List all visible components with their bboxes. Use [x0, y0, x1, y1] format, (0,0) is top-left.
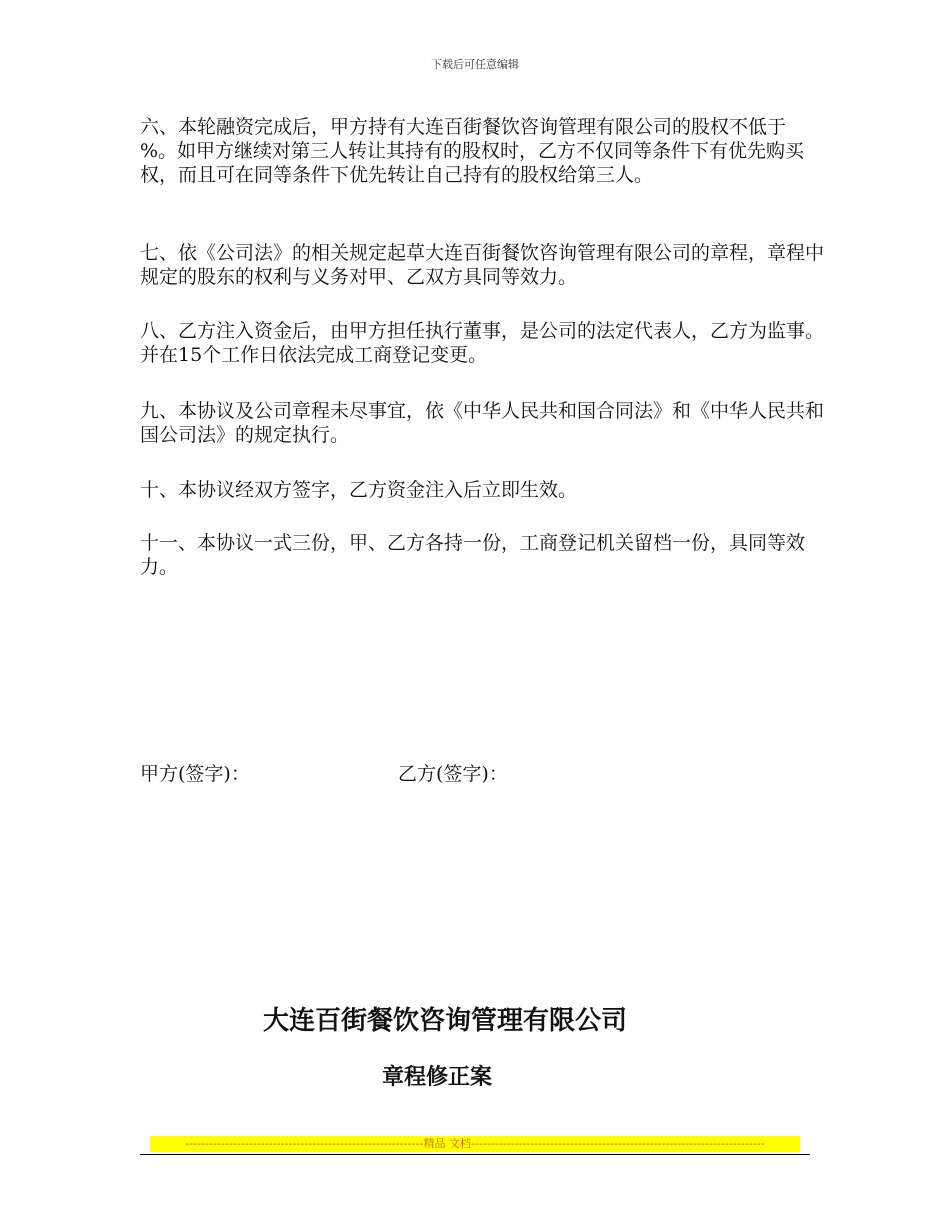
- footer-watermark-band: [150, 1136, 800, 1152]
- footer-dashes-right: --------------------------------------------------------------------------: [470, 1137, 765, 1150]
- document-subtitle: 章程修正案: [381, 1065, 492, 1090]
- footer-divider: [140, 1154, 810, 1155]
- clause-9: 九、本协议及公司章程未尽事宜，依《中华人民共和国合同法》和《中华人民共和国公司法》的规定执行。: [140, 400, 825, 446]
- party-b-signature-label: 乙方(签字)：: [398, 763, 508, 785]
- clause-7: 七、依《公司法》的相关规定起草大连百街餐饮咨询管理有限公司的章程，章程中规定的股东的权利与义务对甲、乙双方具同等效力。: [140, 242, 825, 288]
- clause-8: 八、乙方注入资金后，由甲方担任执行董事，是公司的法定代表人，乙方为监事。并在15个工作日依法完成工商登记变更。: [140, 320, 825, 366]
- page-header-note: 下载后可任意编辑: [431, 58, 519, 71]
- clause-10: 十、本协议经双方签字，乙方资金注入后立即生效。: [140, 479, 578, 501]
- footer-dashes-left: ------------------------------------------------------------: [185, 1137, 424, 1150]
- company-title: 大连百街餐饮咨询管理有限公司: [262, 1006, 627, 1036]
- party-a-signature-label: 甲方(签字)：: [140, 763, 250, 785]
- footer-label: 精品 文档: [423, 1137, 471, 1150]
- clause-11: 十一、本协议一式三份，甲、乙方各持一份，工商登记机关留档一份，具同等效力。: [140, 532, 806, 578]
- clause-6: 六、本轮融资完成后，甲方持有大连百街餐饮咨询管理有限公司的股权不低于 %。如甲方继续对第三人转让其持有的股权时，乙方不仅同等条件下有优先购买权，而且可在同等条件下优先转让自己持有的股权给第三人。: [140, 116, 825, 186]
